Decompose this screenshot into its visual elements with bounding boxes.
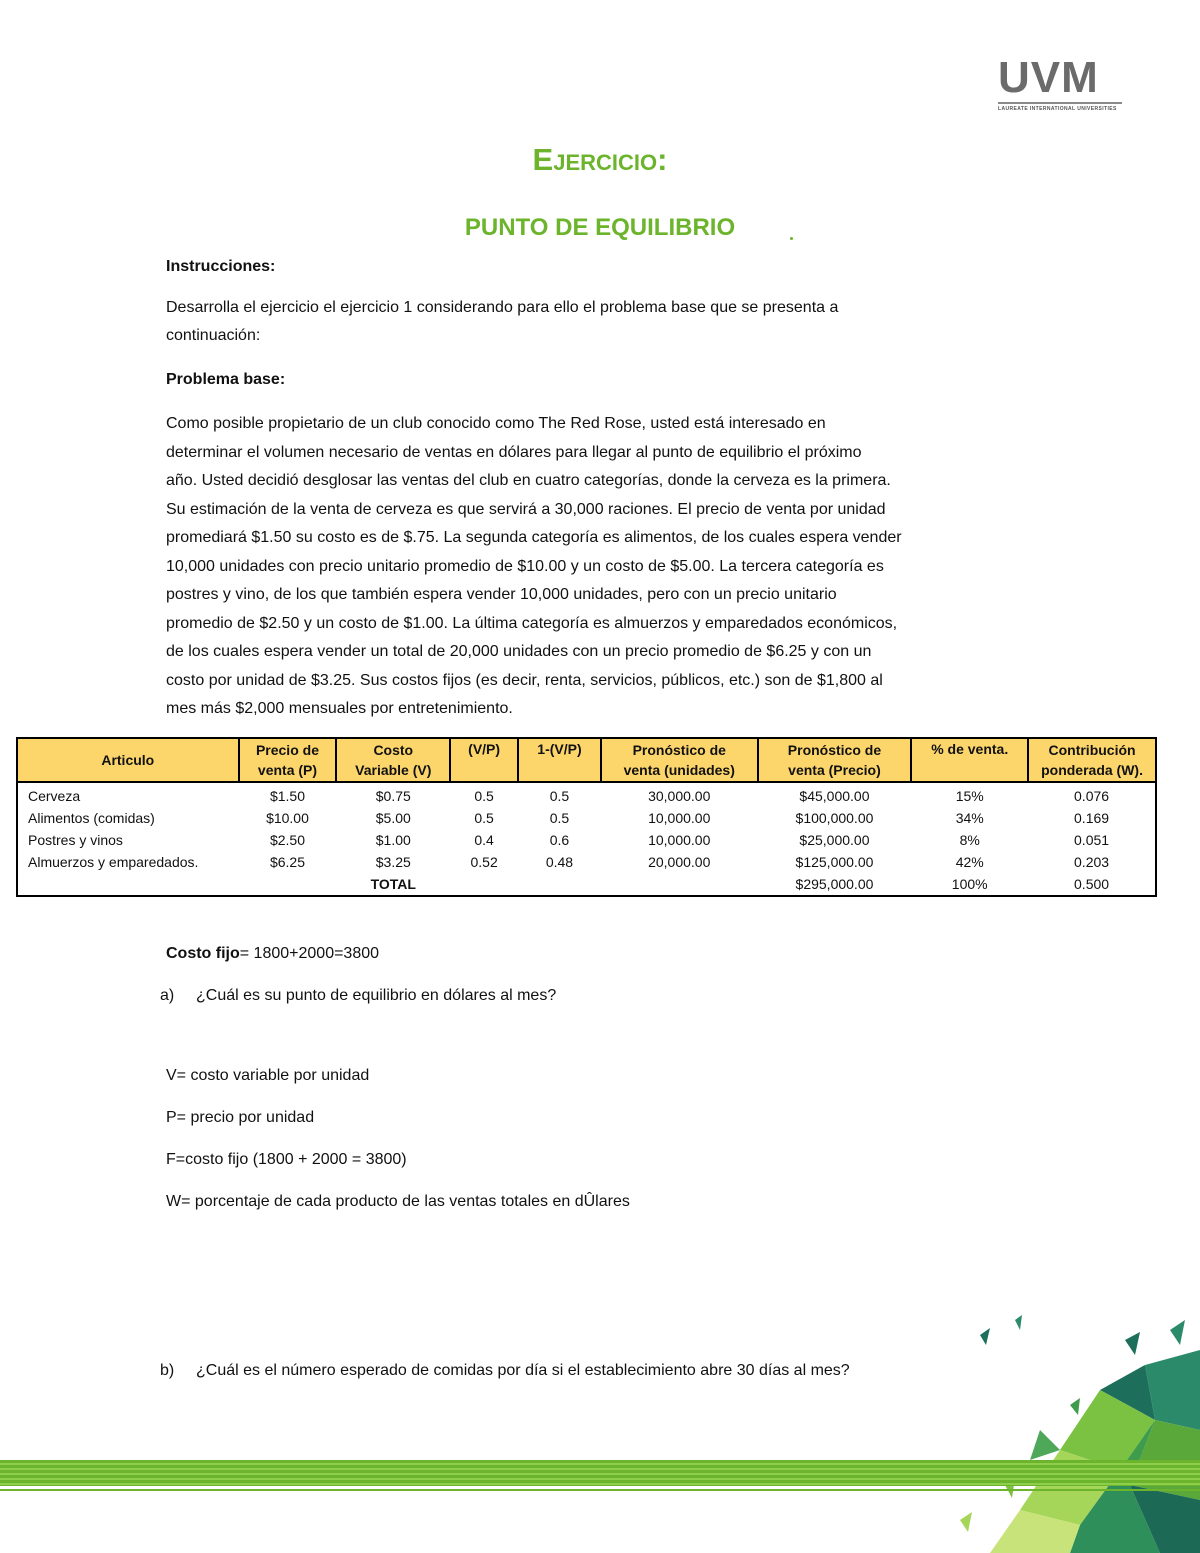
total-label: TOTAL xyxy=(370,876,416,892)
fixed-cost-line xyxy=(166,940,379,969)
table-cell: 0.5 xyxy=(549,810,570,826)
table-cell: 10,000.00 xyxy=(648,832,711,848)
problem-paragraph xyxy=(166,410,1066,724)
problem-line: Como posible propietario de un club conocido como The Red Rose, usted está interesado en xyxy=(166,415,826,432)
table-row xyxy=(17,851,1156,873)
problem-label: Problema base: xyxy=(166,371,286,388)
problem-line: determinar el volumen necesario de ventas en dólares para llegar al punto de equilibrio el próximo xyxy=(166,443,862,461)
table-cell xyxy=(239,873,337,896)
problem-line: promediará $1.50 su costo es de $.75. La segunda categoría es alimentos, de los cuales espera vender xyxy=(166,529,902,546)
instructions-label: Instrucciones: xyxy=(166,258,276,275)
table-cell: 0.52 xyxy=(470,854,498,870)
table-cell: 30,000.00 xyxy=(648,788,711,804)
header-cell: (V/P) xyxy=(450,738,518,782)
table-row xyxy=(17,782,1156,807)
fixed-cost-label: Costo fijo xyxy=(166,945,240,962)
problem-line: costo por unidad de $3.25. Sus costos fijos (es decir, renta, servicios, públicos, etc.) son de $1,800 al xyxy=(166,671,883,689)
header-cell: % de venta. xyxy=(911,738,1028,782)
problem-line: año. Usted decidió desglosar las ventas del club en cuatro categorías, donde la cerveza es la primera. xyxy=(166,472,891,489)
table-cell: Alimentos (comidas) xyxy=(28,810,155,826)
header-cell: Pronóstico de venta (Precio) xyxy=(758,738,912,782)
table-cell: $25,000.00 xyxy=(799,832,870,848)
table-cell: 0.169 xyxy=(1074,810,1110,826)
table-cell: $10.00 xyxy=(266,810,309,826)
total-sales: $295,000.00 xyxy=(795,876,874,892)
problem-line: 10,000 unidades con precio unitario promedio de $10.00 y un costo de $5.00. La tercera categoría es xyxy=(166,557,884,575)
table-cell: $2.50 xyxy=(269,832,305,848)
table-cell: 34% xyxy=(955,810,984,826)
logo-subtitle: LAUREATE INTERNATIONAL UNIVERSITIES xyxy=(998,106,1117,112)
crystal-shard xyxy=(980,1328,990,1345)
table-row xyxy=(17,829,1156,851)
table-cell: $1.00 xyxy=(375,832,411,848)
decorative-dot xyxy=(790,237,793,240)
uvm-logo xyxy=(998,53,1122,112)
table-cell: 0.4 xyxy=(474,832,494,848)
table-cell: 0.203 xyxy=(1074,854,1110,870)
table-cell: 15% xyxy=(955,788,984,804)
question-b: ¿Cuál es el número esperado de comidas por día si el establecimiento abre 30 días al mes? xyxy=(196,1362,850,1379)
table-cell: 8% xyxy=(959,832,980,848)
definition-w: W= porcentaje de cada producto de las ventas totales en dÛlares xyxy=(166,1193,630,1210)
page-title: Ejercicio: xyxy=(532,142,668,177)
crystal-shard xyxy=(1125,1332,1140,1355)
problem-line: Su estimación de la venta de cerveza es que servirá a 30,000 raciones. El precio de venta por unidad xyxy=(166,500,886,518)
table-cell: $125,000.00 xyxy=(795,854,874,870)
decorative-crystal-graphic xyxy=(930,1310,1200,1553)
table-cell: 0.5 xyxy=(474,788,494,804)
table-cell: $100,000.00 xyxy=(795,810,874,826)
table-cell: 42% xyxy=(955,854,984,870)
breakeven-table xyxy=(16,737,1157,897)
table-cell: 0.6 xyxy=(549,832,570,848)
table-cell: 20,000.00 xyxy=(648,854,711,870)
table-cell: 0.076 xyxy=(1074,788,1110,804)
table-cell: 0.5 xyxy=(474,810,494,826)
table-cell: Postres y vinos xyxy=(28,832,123,848)
header-cell: Contribución ponderada (W). xyxy=(1028,738,1156,782)
table-cell: 0.5 xyxy=(549,788,570,804)
table-cell: 10,000.00 xyxy=(648,810,711,826)
crystal-shard xyxy=(1170,1320,1185,1345)
footer-bar xyxy=(0,1460,1200,1486)
crystal-shard xyxy=(1070,1398,1080,1415)
table-row xyxy=(17,807,1156,829)
table-total-row xyxy=(17,873,1156,896)
header-cell: Costo Variable (V) xyxy=(336,738,450,782)
instructions-line-1: Desarrolla el ejercicio el ejercicio 1 considerando para ello el problema base que se presenta a xyxy=(166,299,839,316)
table-header-row xyxy=(17,738,1156,782)
table-cell: $1.50 xyxy=(269,788,305,804)
fixed-cost-value: = 1800+2000=3800 xyxy=(239,945,380,962)
header-cell: 1-(V/P) xyxy=(518,738,601,782)
table-cell: $0.75 xyxy=(375,788,411,804)
header-cell: Articulo xyxy=(17,738,239,782)
problem-line: de los cuales espera vender un total de 20,000 unidades con un precio promedio de $6.25 y con un xyxy=(166,643,872,660)
page-subtitle: PUNTO DE EQUILIBRIO xyxy=(464,214,736,241)
table-cell: $5.00 xyxy=(375,810,411,826)
crystal-shard xyxy=(960,1512,972,1532)
table-cell: Cerveza xyxy=(28,788,81,804)
table-cell xyxy=(518,873,601,896)
question-b-marker: b) xyxy=(160,1362,175,1379)
problem-line: promedio de $2.50 y un costo de $1.00. La última categoría es almuerzos y emparedados económicos, xyxy=(166,614,898,632)
table-cell xyxy=(601,873,758,896)
header-cell: Pronóstico de venta (unidades) xyxy=(601,738,758,782)
instructions-line-2: continuación: xyxy=(166,327,261,344)
logo-text: UVM xyxy=(998,53,1099,102)
logo-divider xyxy=(998,102,1122,104)
table-cell: Almuerzos y emparedados. xyxy=(28,854,199,870)
table-cell xyxy=(450,873,518,896)
definition-v: V= costo variable por unidad xyxy=(166,1067,370,1084)
problem-line: mes más $2,000 mensuales por entretenimiento. xyxy=(166,700,513,717)
total-percent: 100% xyxy=(951,876,988,892)
table-cell: $45,000.00 xyxy=(799,788,870,804)
header-cell: Precio de venta (P) xyxy=(239,738,337,782)
table-cell: $3.25 xyxy=(375,854,411,870)
table-cell: 0.051 xyxy=(1074,832,1110,848)
question-a-marker: a) xyxy=(160,987,175,1004)
footer-line xyxy=(0,1489,1200,1491)
table-cell: 0.48 xyxy=(545,854,574,870)
table-cell: $6.25 xyxy=(269,854,305,870)
problem-line: postres y vino, de los que también espera vender 10,000 unidades, pero con un precio unitario xyxy=(166,586,837,603)
crystal-shard xyxy=(1030,1430,1060,1460)
question-a: ¿Cuál es su punto de equilibrio en dólares al mes? xyxy=(196,987,557,1004)
total-weighted: 0.500 xyxy=(1074,876,1110,892)
definition-f: F=costo fijo (1800 + 2000 = 3800) xyxy=(166,1151,407,1168)
table-cell xyxy=(17,873,239,896)
crystal-shard xyxy=(1015,1315,1022,1330)
definition-p: P= precio por unidad xyxy=(166,1109,315,1126)
